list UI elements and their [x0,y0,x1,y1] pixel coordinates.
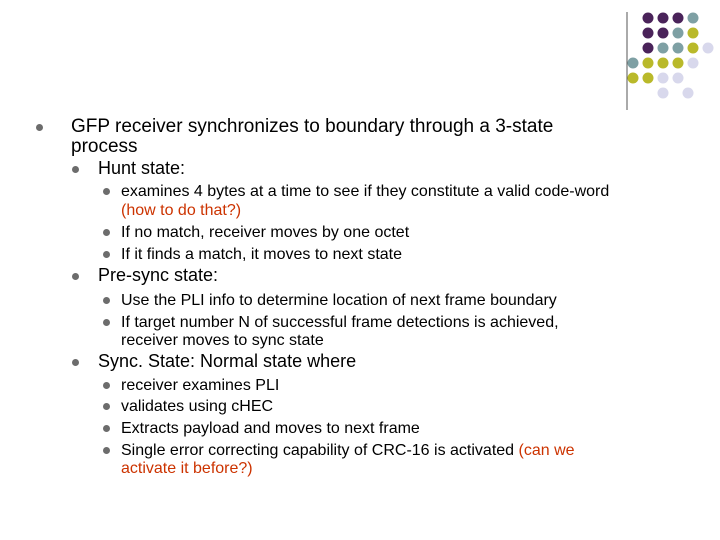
deco-dot [673,13,684,24]
hunt-item-1-line2: (how to do that?) [121,202,242,219]
decorative-dot-grid [0,0,720,120]
sync-item-1: receiver examines PLI [121,377,280,394]
deco-dot [673,43,684,54]
deco-dot [658,28,669,39]
sync-item-4-text: Single error correcting capability of CRC-16 is activated [121,442,519,459]
deco-dot [643,43,654,54]
deco-dot [643,13,654,24]
deco-dot [628,58,639,69]
sync-item-2: validates using cHEC [121,398,274,415]
bullet-dot [103,447,110,454]
deco-dot [658,88,669,99]
bullet-dot [36,124,43,131]
sync-item-4-line1 [121,441,575,460]
bullet-dot [103,229,110,236]
presync-state-title: Pre-sync state: [98,265,219,285]
hunt-item-2: If no match, receiver moves by one octet [121,224,410,241]
main-bullet-line2: process [71,136,138,157]
bullet-dot [103,319,110,326]
deco-dot [688,13,699,24]
deco-dot [673,28,684,39]
deco-dot [643,58,654,69]
deco-dot [703,43,714,54]
presync-item-2-line2: receiver moves to sync state [121,332,324,349]
deco-dot [683,88,694,99]
deco-dot [658,13,669,24]
deco-dot [643,73,654,84]
bullet-dot [103,251,110,258]
presync-item-1: Use the PLI info to determine location of next frame boundary [121,292,557,309]
deco-dot [673,73,684,84]
deco-dot [688,58,699,69]
deco-dot [673,58,684,69]
hunt-state-title: Hunt state: [98,158,186,178]
bullet-dot [72,166,79,173]
deco-dot [628,73,639,84]
deco-dot [643,28,654,39]
main-bullet-line1: GFP receiver synchronizes to boundary through a 3-state [71,116,554,137]
bullet-dot [103,382,110,389]
bullet-dot [103,188,110,195]
bullet-dot [72,273,79,280]
sync-item-4-question: (can we [518,442,575,459]
hunt-item-1-line1: examines 4 bytes at a time to see if they constitute a valid code-word [121,183,610,200]
deco-dot [658,58,669,69]
hunt-item-3: If it finds a match, it moves to next state [121,246,403,263]
sync-item-3: Extracts payload and moves to next frame [121,420,420,437]
deco-dot [658,43,669,54]
bullet-dot [103,425,110,432]
bullet-dot [103,297,110,304]
deco-dot [658,73,669,84]
deco-dot [688,43,699,54]
sync-state-title: Sync. State: Normal state where [98,351,357,371]
bullet-dot [72,359,79,366]
deco-dot [688,28,699,39]
sync-item-4-line2: activate it before?) [121,460,253,477]
presync-item-2-line1: If target number N of successful frame detections is achieved, [121,314,559,331]
bullet-dot [103,403,110,410]
